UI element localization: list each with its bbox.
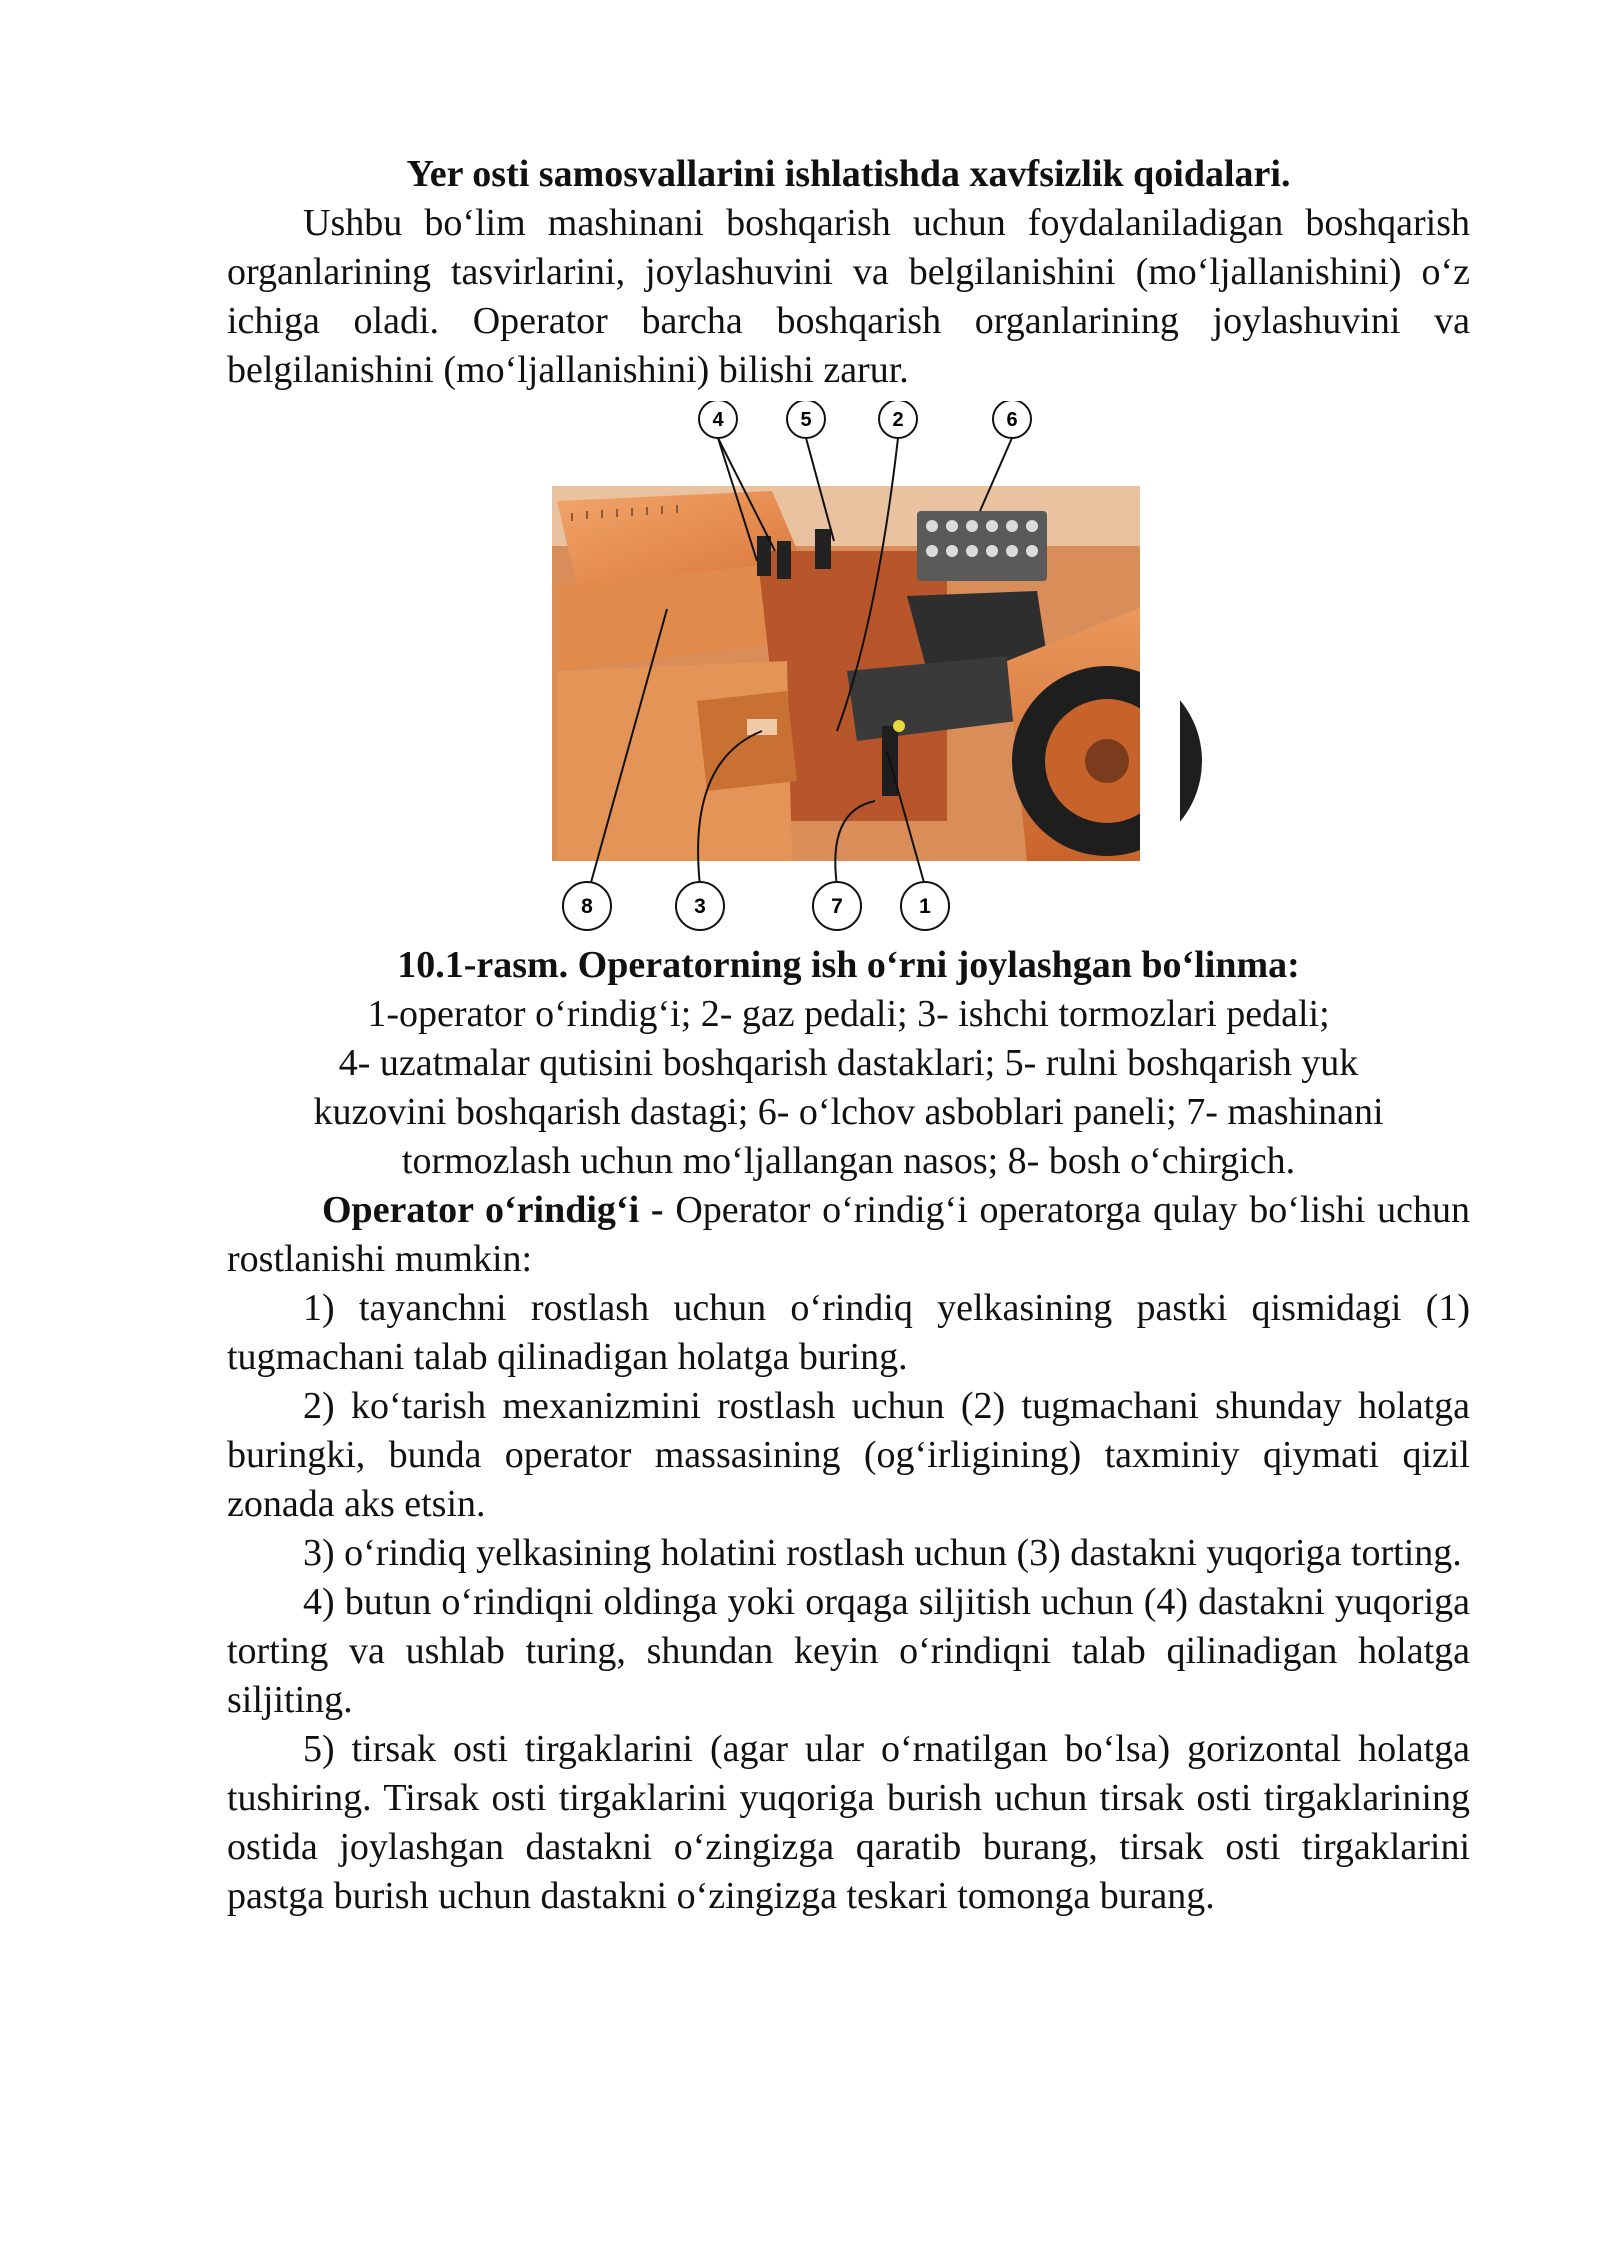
seat-intro: Operator o‘rindig‘i operatorga qulay bo‘lishi uchun rostlanishi mumkin:	[227, 1189, 1470, 1280]
figure-caption-line: 4- uzatmalar qutisini boshqarish dastaklari; 5- rulni boshqarish yuk	[338, 1042, 1359, 1084]
svg-text:1: 1	[919, 895, 931, 918]
callout-3	[676, 882, 724, 930]
svg-text:6: 6	[1006, 409, 1018, 431]
svg-text:8: 8	[581, 895, 593, 918]
callouts-bottom	[563, 882, 949, 930]
operator-cabin-photo	[227, 401, 1470, 941]
intro-paragraph: Ushbu bo‘lim mashinani boshqarish uchun foydalaniladigan boshqarish organlarining tasvirlarini, joylashuvini va belgilanishini (mo‘ljallanishini) o‘z ichiga oladi. Operator barcha boshqarish organlarining joylashuvini va belgilanishini (mo‘ljallanishini) bilishi zarur.	[227, 202, 1470, 391]
callouts-top	[699, 401, 1031, 438]
cabin-photo	[552, 486, 1202, 871]
callout-7	[813, 882, 861, 930]
figure-caption-line: kuzovini boshqarish dastagi; 6- o‘lchov asboblari paneli; 7- mashinani	[313, 1091, 1384, 1133]
figure-caption-line: 1-operator o‘rindig‘i; 2- gaz pedali; 3- ishchi tormozlari pedali;	[367, 993, 1330, 1035]
seat-paragraph	[227, 1186, 1470, 1284]
figure-operator-cabin	[227, 401, 1470, 941]
callout-5	[787, 401, 825, 438]
svg-text:3: 3	[694, 895, 706, 918]
callout-6	[993, 401, 1031, 438]
callout-4	[699, 401, 737, 438]
step-paragraph: 4) butun o‘rindiqni oldinga yoki orqaga siljitish uchun (4) dastakni yuqoriga torting va ushlab turing, shundan keyin o‘rindiqni talab qilinadigan holatga siljiting.	[227, 1581, 1470, 1721]
svg-text:5: 5	[800, 409, 812, 431]
svg-text:7: 7	[831, 895, 843, 918]
step-paragraph: 3) o‘rindiq yelkasining holatini rostlash uchun (3) dastakni yuqoriga torting.	[303, 1532, 1462, 1574]
seat-heading: Operator o‘rindig‘i -	[322, 1189, 664, 1231]
document-body	[227, 150, 1470, 1921]
figure-caption-title: 10.1-rasm. Operatorning ish o‘rni joylashgan bo‘linma:	[397, 944, 1300, 986]
callout-8	[563, 882, 611, 930]
svg-text:4: 4	[712, 409, 724, 431]
step-paragraph: 2) ko‘tarish mexanizmini rostlash uchun (2) tugmachani shunday holatga buringki, bunda operator massasining (og‘irligining) taxminiy qiymati qizil zonada aks etsin.	[227, 1385, 1470, 1525]
step-paragraph: 5) tirsak osti tirgaklarini (agar ular o‘rnatilgan bo‘lsa) gorizontal holatga tushiring. Tirsak osti tirgaklarini yuqoriga burish uchun tirsak osti tirgaklarining ostida joylashgan dastakni o‘zingizga qaratib burang, tirsak osti tirgaklarini pastga burish uchun dastakni o‘zingizga teskari tomonga burang.	[227, 1728, 1470, 1917]
callout-2	[879, 401, 917, 438]
svg-text:2: 2	[892, 409, 904, 431]
step-paragraph: 1) tayanchni rostlash uchun o‘rindiq yelkasining pastki qismidagi (1) tugmachani talab qilinadigan holatga buring.	[227, 1287, 1470, 1378]
figure-caption-line: tormozlash uchun mo‘ljallangan nasos; 8- bosh o‘chirgich.	[401, 1140, 1296, 1182]
callout-1	[901, 882, 949, 930]
page-title: Yer osti samosvallarini ishlatishda xavfsizlik qoidalari.	[406, 153, 1291, 195]
